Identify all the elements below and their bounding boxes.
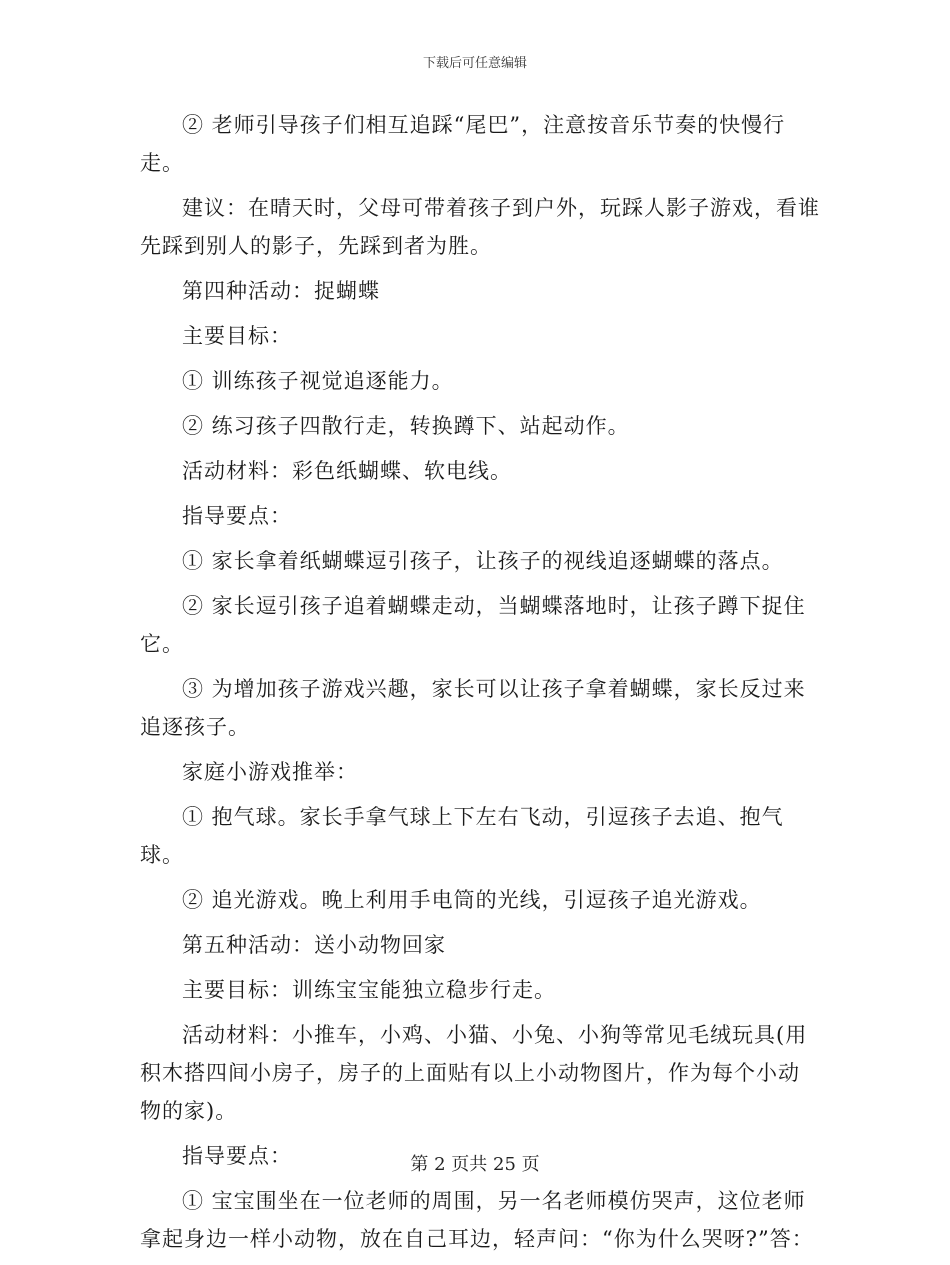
paragraph: 家庭小游戏推举：: [182, 760, 358, 784]
paragraph: 主要目标：训练宝宝能独立稳步行走。: [182, 978, 556, 1002]
section-heading: 第四种活动：捉蝴蝶: [182, 279, 380, 303]
paragraph: 活动材料：小推车，小鸡、小猫、小兔、小狗等常见毛绒玩具(用积木搭四间小房子，房子的上面贴有以上小动物图片，作为每个小动物的家)。: [140, 1023, 808, 1123]
paragraph: 活动材料：彩色纸蝴蝶、软电线。: [182, 459, 512, 483]
paragraph: 主要目标：: [182, 324, 292, 348]
list-item: ① 家长拿着纸蝴蝶逗引孩子，让孩子的视线追逐蝴蝶的落点。: [182, 549, 784, 573]
section-heading: 第五种活动：送小动物回家: [182, 933, 446, 957]
paragraph: 建议：在晴天时，父母可带着孩子到户外，玩踩人影子游戏，看谁先踩到别人的影子，先踩到者为胜。: [140, 196, 820, 258]
list-item: ① 宝宝围坐在一位老师的周围，另一名老师模仿哭声，这位老师拿起身边一样小动物，放在自己耳边，轻声问：“你为什么哭呀?”答：: [140, 1189, 814, 1251]
list-item: ① 抱气球。家长手拿气球上下左右飞动，引逗孩子去追、抱气球。: [140, 805, 784, 867]
paragraph: 指导要点：: [182, 1144, 292, 1168]
list-item: ① 训练孩子视觉追逐能力。: [182, 369, 454, 393]
list-item: ② 练习孩子四散行走，转换蹲下、站起动作。: [182, 414, 630, 438]
paragraph: 指导要点：: [182, 504, 292, 528]
list-item: ② 追光游戏。晚上利用手电筒的光线，引逗孩子追光游戏。: [182, 888, 762, 912]
list-item: ② 家长逗引孩子追着蝴蝶走动，当蝴蝶落地时，让孩子蹲下捉住它。: [140, 594, 806, 656]
list-item: ③ 为增加孩子游戏兴趣，家长可以让孩子拿着蝴蝶，家长反过来追逐孩子。: [140, 677, 806, 739]
page-header: 下载后可任意编辑: [422, 56, 527, 71]
paragraph: ② 老师引导孩子们相互追踩“尾巴”，注意按音乐节奏的快慢行走。: [140, 113, 786, 175]
document-body: [140, 106, 820, 1265]
page-footer: 第 2 页共 25 页: [410, 1154, 540, 1175]
